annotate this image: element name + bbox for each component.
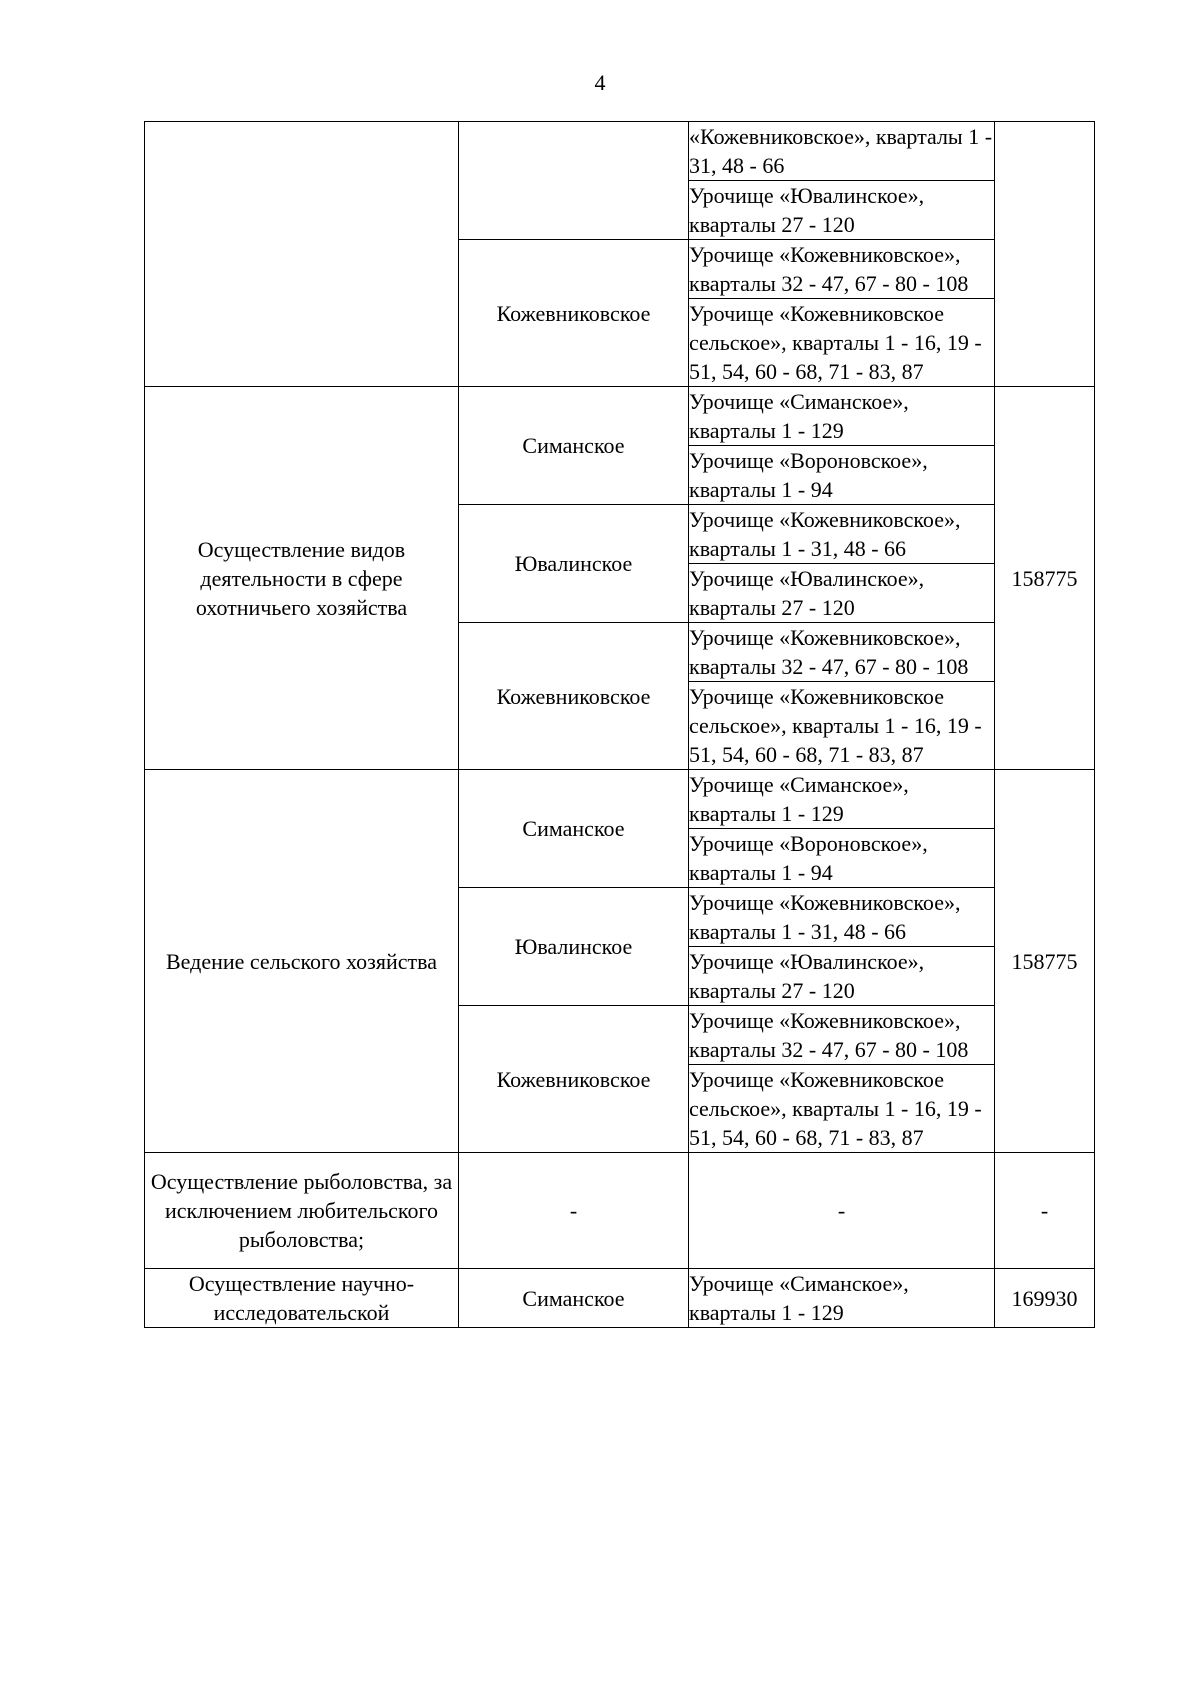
tract-cell: Урочище «Кожевниковское», кварталы 32 - 47, 67 - 80 - 108 (689, 1006, 995, 1065)
tract-cell: - (689, 1153, 995, 1269)
tract-cell: Урочище «Ювалинское», кварталы 27 - 120 (689, 564, 995, 623)
tract-cell: Урочище «Кожевниковское», кварталы 1 - 31, 48 - 66 (689, 888, 995, 947)
forestry-cell: Ювалинское (459, 888, 689, 1006)
tract-cell: Урочище «Симанское», кварталы 1 - 129 (689, 1269, 995, 1328)
tract-cell: Урочище «Ювалинское», кварталы 27 - 120 (689, 947, 995, 1006)
tract-cell: Урочище «Симанское», кварталы 1 - 129 (689, 387, 995, 446)
forestry-cell: - (459, 1153, 689, 1269)
forestry-cell (459, 122, 689, 240)
area-cell: 158775 (995, 387, 1095, 770)
table-row (145, 770, 1095, 829)
forestry-cell: Симанское (459, 387, 689, 505)
forestry-cell: Кожевниковское (459, 623, 689, 770)
activity-cell: Осуществление рыболовства, за исключением любительского рыболовства; (145, 1153, 459, 1269)
tract-cell: Урочище «Кожевниковское сельское», кварталы 1 - 16, 19 - 51, 54, 60 - 68, 71 - 83, 87 (689, 682, 995, 770)
tract-cell: Урочище «Кожевниковское сельское», кварталы 1 - 16, 19 - 51, 54, 60 - 68, 71 - 83, 87 (689, 299, 995, 387)
tract-cell: Урочище «Ювалинское», кварталы 27 - 120 (689, 181, 995, 240)
tract-cell: Урочище «Кожевниковское», кварталы 1 - 31, 48 - 66 (689, 505, 995, 564)
tract-cell: Урочище «Симанское», кварталы 1 - 129 (689, 770, 995, 829)
table-row (145, 1153, 1095, 1269)
forestry-cell: Кожевниковское (459, 240, 689, 387)
forestry-cell: Кожевниковское (459, 1006, 689, 1153)
activity-cell: Осуществление научно-исследовательской (145, 1269, 459, 1328)
table-row (145, 122, 1095, 181)
tract-cell: Урочище «Кожевниковское», кварталы 32 - 47, 67 - 80 - 108 (689, 623, 995, 682)
forestry-cell: Ювалинское (459, 505, 689, 623)
activity-cell: Осуществление видов деятельности в сфере охотничьего хозяйства (145, 387, 459, 770)
activity-cell (145, 122, 459, 387)
forestry-cell: Симанское (459, 1269, 689, 1328)
tract-cell: Урочище «Вороновское», кварталы 1 - 94 (689, 829, 995, 888)
forestry-cell: Симанское (459, 770, 689, 888)
table-row (145, 387, 1095, 446)
area-cell (995, 122, 1095, 387)
activity-cell: Ведение сельского хозяйства (145, 770, 459, 1153)
tract-cell: Урочище «Вороновское», кварталы 1 - 94 (689, 446, 995, 505)
forest-use-table (144, 121, 1095, 1328)
tract-cell: «Кожевниковское», кварталы 1 - 31, 48 - 66 (689, 122, 995, 181)
area-cell: - (995, 1153, 1095, 1269)
area-cell: 169930 (995, 1269, 1095, 1328)
page-number: 4 (594, 70, 606, 95)
area-cell: 158775 (995, 770, 1095, 1153)
tract-cell: Урочище «Кожевниковское», кварталы 32 - 47, 67 - 80 - 108 (689, 240, 995, 299)
table-row (145, 1269, 1095, 1328)
tract-cell: Урочище «Кожевниковское сельское», кварталы 1 - 16, 19 - 51, 54, 60 - 68, 71 - 83, 87 (689, 1065, 995, 1153)
